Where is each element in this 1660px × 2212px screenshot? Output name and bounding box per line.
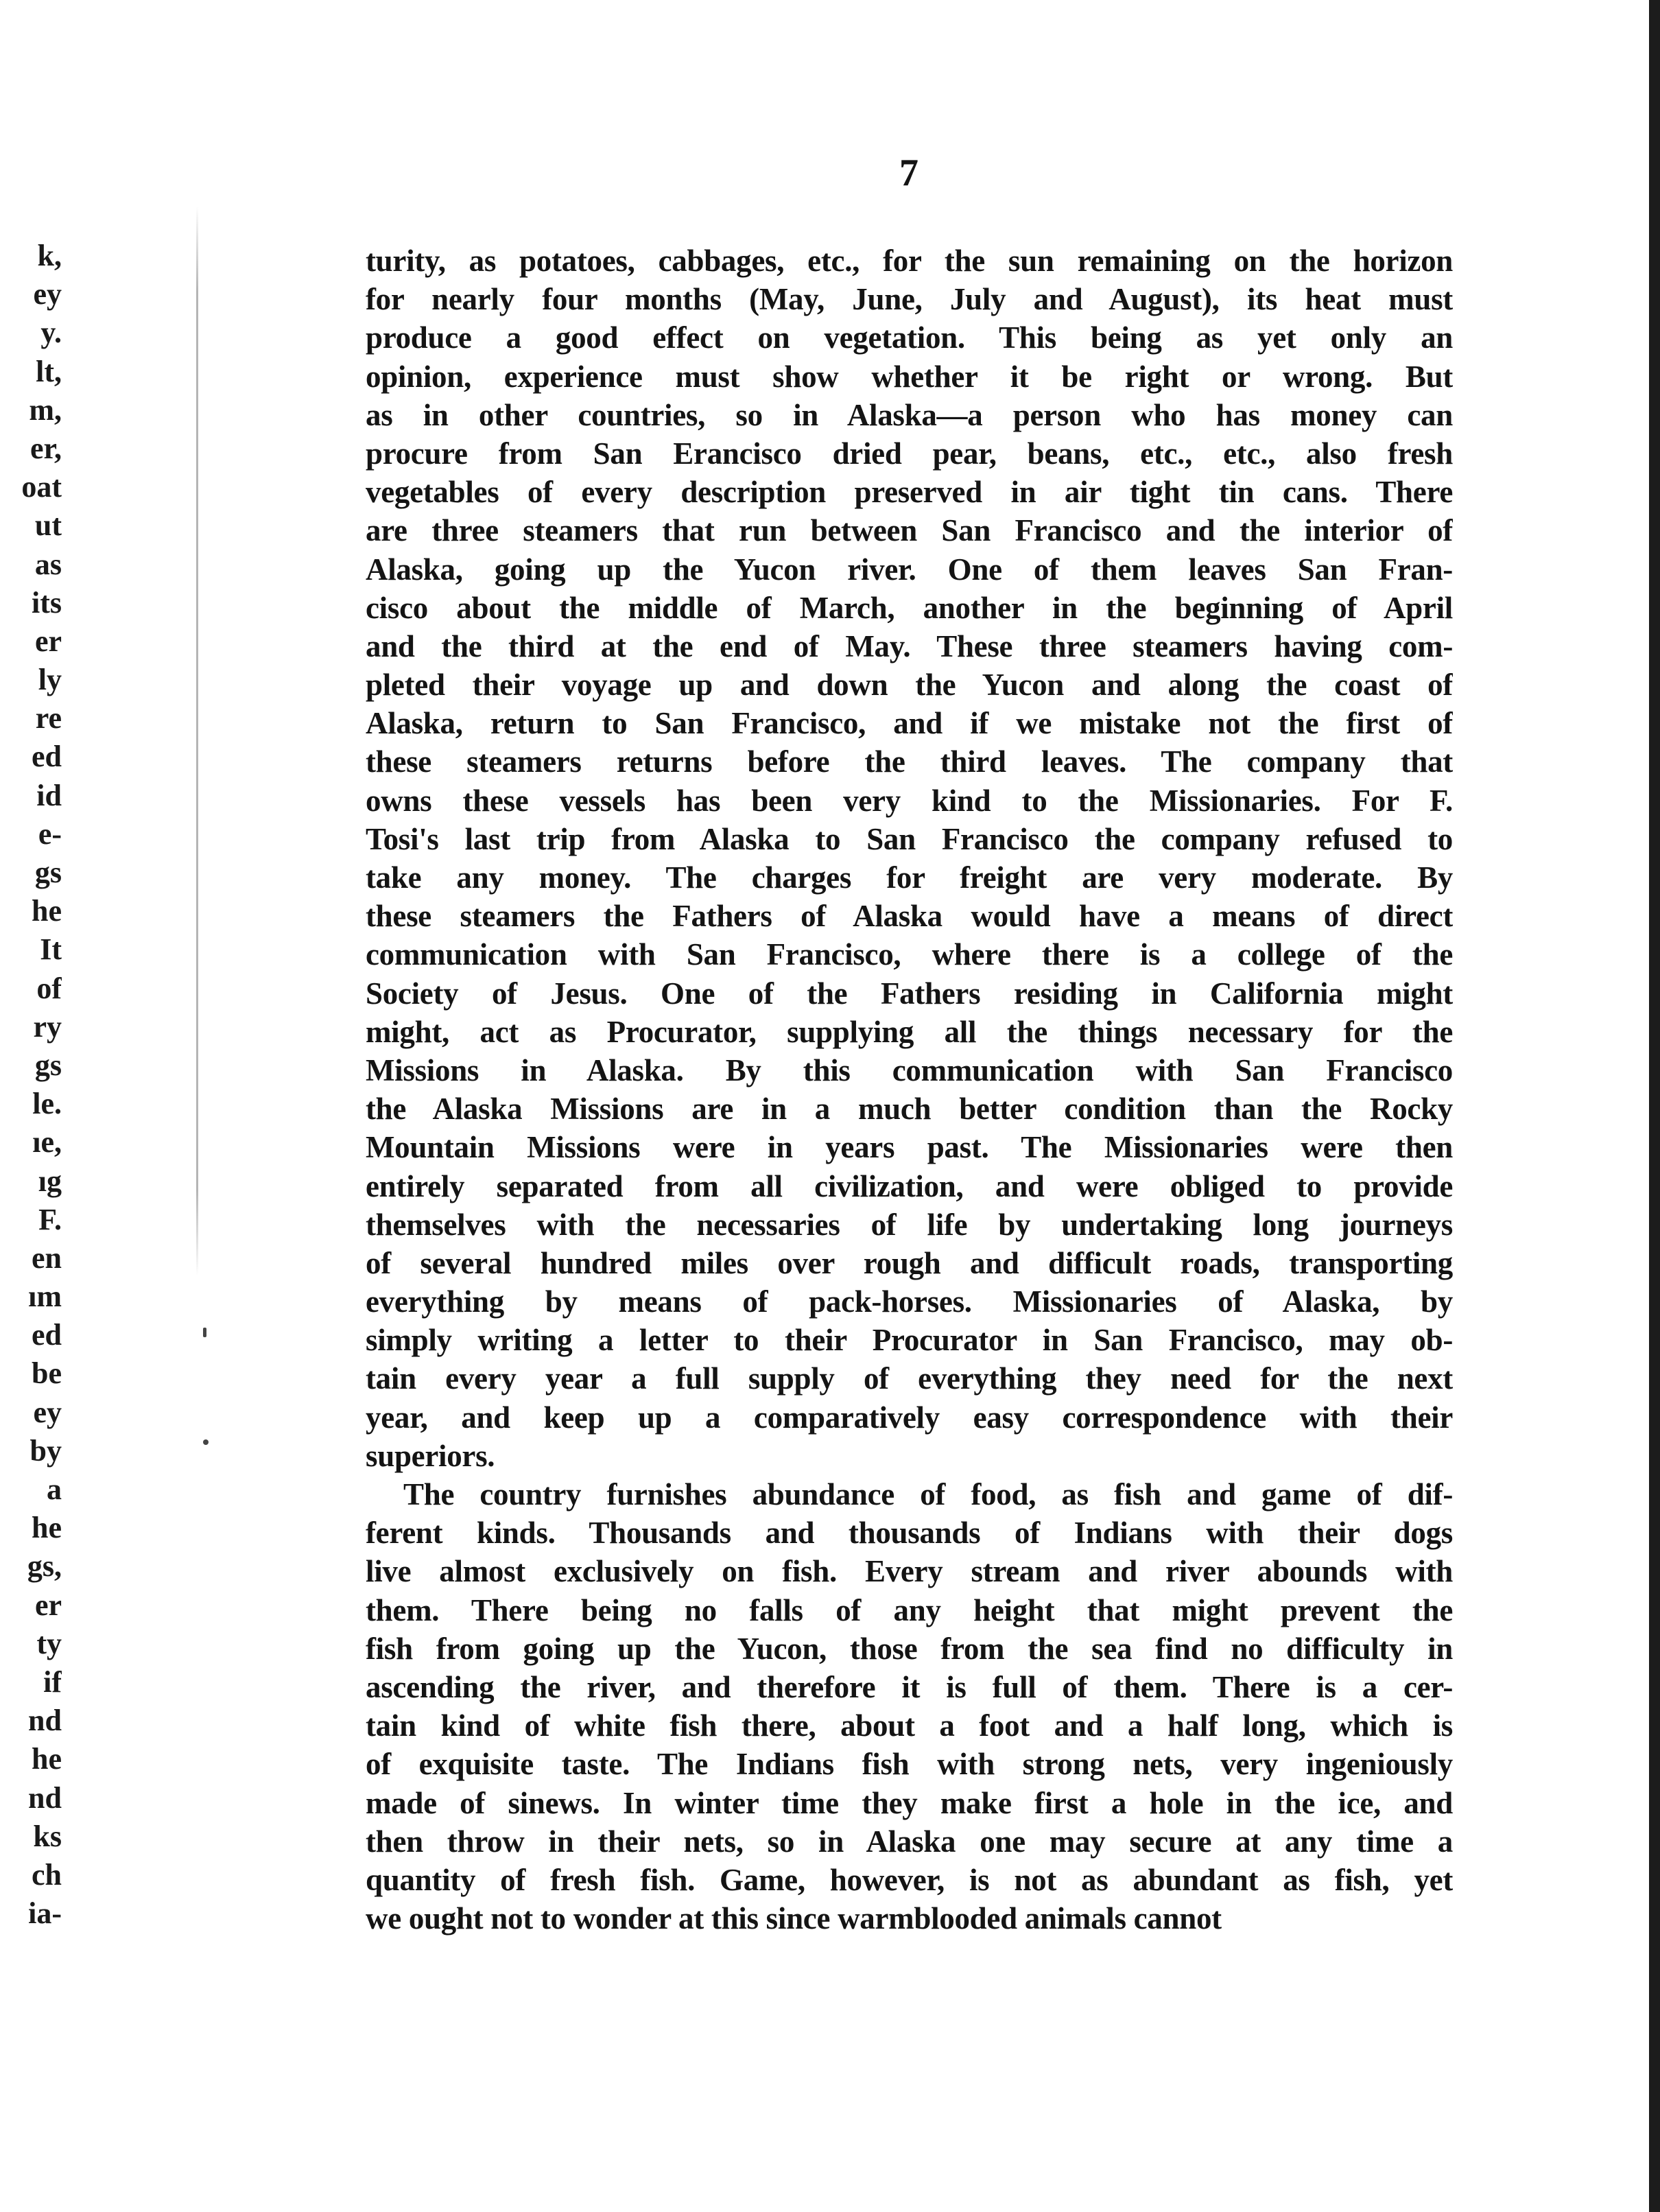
previous-page-line: ly	[38, 663, 62, 697]
previous-page-line: be	[32, 1356, 62, 1391]
text-line: Missions in Alaska. By this communication with San Francisco	[366, 1052, 1453, 1087]
gutter-speck	[203, 1439, 209, 1445]
previous-page-line: re	[35, 701, 62, 736]
previous-page-line: ry	[33, 1009, 62, 1044]
previous-page-line: gs	[34, 856, 62, 889]
previous-page-line: oat	[21, 470, 62, 504]
text-line: the Alaska Missions are in a much better condition than the Rocky	[366, 1092, 1453, 1127]
previous-page-line: as	[34, 547, 62, 581]
previous-page-line: y.	[40, 316, 62, 350]
previous-page-line: It	[40, 932, 62, 967]
text-line: we ought not to wonder at this since warmblooded animals cannot	[366, 1901, 1222, 1936]
previous-page-line: F.	[38, 1202, 62, 1236]
previous-page-line: id	[36, 778, 62, 812]
previous-page-line: er	[34, 1588, 62, 1622]
text-line: The country furnishes abundance of food, as fish and game of dif-	[403, 1477, 1453, 1511]
previous-page-line: ıe,	[32, 1125, 62, 1160]
previous-page-line: gs	[34, 1048, 62, 1082]
text-line: everything by means of pack-horses. Missionaries of Alaska, by	[366, 1284, 1453, 1319]
previous-page-line: ed	[32, 1318, 62, 1352]
page-gutter-fold	[196, 206, 198, 1276]
text-line: themselves with the necessaries of life by undertaking long journeys	[366, 1207, 1453, 1242]
text-line: these steamers the Fathers of Alaska would have a means of direct	[366, 899, 1453, 934]
previous-page-line: ut	[34, 508, 62, 543]
paragraph	[366, 242, 1453, 1475]
text-line: made of sinews. In winter time they make first a hole in the ice, and	[366, 1785, 1453, 1820]
text-line: for nearly four months (May, June, July and August), its heat must	[366, 282, 1453, 317]
text-line: entirely separated from all civilization, and were obliged to provide	[366, 1168, 1453, 1203]
text-line: simply writing a letter to their Procurator in San Francisco, may ob-	[366, 1323, 1453, 1358]
text-line: and the third at the end of May. These three steamers having com-	[366, 628, 1453, 663]
previous-page-line: he	[32, 1511, 62, 1545]
text-line: Alaska, return to San Francisco, and if we mistake not the first of	[366, 706, 1453, 741]
previous-page-line: nd	[28, 1780, 62, 1815]
previous-page-line: its	[32, 585, 62, 620]
text-line: communication with San Francisco, where there is a college of the	[366, 937, 1453, 972]
previous-page-line: he	[32, 894, 62, 928]
text-line: pleted their voyage up and down the Yucon and along the coast of	[366, 668, 1453, 703]
previous-page-line: lt,	[36, 354, 62, 388]
text-line: take any money. The charges for freight are very moderate. By	[366, 860, 1453, 895]
scan-edge-shadow	[1649, 0, 1660, 2212]
text-line: them. There being no falls of any height that might prevent the	[366, 1592, 1453, 1627]
previous-page-line: le.	[32, 1087, 62, 1121]
text-line: tain kind of white fish there, about a foot and a half long, which is	[366, 1708, 1453, 1743]
previous-page-line: by	[29, 1433, 62, 1468]
text-line: of several hundred miles over rough and difficult roads, transporting	[366, 1245, 1453, 1280]
previous-page-line: ed	[32, 740, 62, 774]
text-line: opinion, experience must show whether it be right or wrong. But	[366, 359, 1453, 394]
text-line: year, and keep up a comparatively easy correspondence with their	[366, 1400, 1453, 1435]
previous-page-line: ım	[28, 1280, 62, 1314]
text-line: owns these vessels has been very kind to the Missionaries. For F.	[366, 783, 1453, 818]
previous-page-line: e-	[38, 816, 62, 851]
text-line: tain every year a full supply of everything they need for the next	[366, 1361, 1453, 1396]
text-line: procure from San Erancisco dried pear, beans, etc., etc., also fresh	[366, 436, 1453, 471]
text-line: are three steamers that run between San Francisco and the interior of	[366, 513, 1453, 548]
previous-page-line: gs,	[27, 1549, 62, 1584]
text-line: cisco about the middle of March, another in the beginning of April	[366, 590, 1453, 625]
text-line: ascending the river, and therefore it is full of them. There is a cer-	[366, 1669, 1453, 1704]
previous-page-line: k,	[37, 239, 62, 272]
previous-page-line: if	[43, 1664, 62, 1699]
paragraph	[366, 1475, 1453, 1938]
previous-page-line: of	[36, 971, 62, 1005]
body-text	[366, 242, 1453, 1938]
text-line: these steamers returns before the third leaves. The company that	[366, 744, 1453, 779]
text-line: Society of Jesus. One of the Fathers residing in California might	[366, 976, 1453, 1011]
text-line: Tosi's last trip from Alaska to San Francisco the company refused to	[366, 821, 1453, 856]
previous-page-line: ks	[33, 1819, 62, 1853]
text-line: Mountain Missions were in years past. The Missionaries were then	[366, 1130, 1453, 1165]
text-line: ferent kinds. Thousands and thousands of Indians with their dogs	[366, 1516, 1453, 1551]
previous-page-line: a	[47, 1472, 62, 1506]
text-line: turity, as potatoes, cabbages, etc., for the sun remaining on the horizon	[366, 244, 1453, 278]
previous-page-fragment	[0, 237, 62, 1933]
previous-page-line: ey	[33, 277, 62, 311]
text-line: fish from going up the Yucon, those from the sea find no difficulty in	[366, 1631, 1453, 1666]
previous-page-line: ıg	[38, 1164, 62, 1198]
text-line: might, act as Procurator, supplying all the things necessary for the	[366, 1014, 1453, 1049]
previous-page-line: m,	[29, 392, 62, 427]
previous-page-line: ch	[32, 1857, 62, 1892]
text-line: quantity of fresh fish. Game, however, is not as abundant as fish, yet	[366, 1862, 1453, 1897]
previous-page-line: ey	[33, 1395, 62, 1429]
previous-page-line: er,	[29, 431, 62, 465]
previous-page-line: nd	[28, 1704, 62, 1738]
text-line: as in other countries, so in Alaska—a person who has money can	[366, 397, 1453, 432]
page-number: 7	[899, 152, 918, 194]
previous-page-line: he	[32, 1742, 62, 1776]
text-line: of exquisite taste. The Indians fish with strong nets, very ingeniously	[366, 1747, 1453, 1782]
previous-page-line: er	[34, 624, 62, 658]
text-line: Alaska, going up the Yucon river. One of them leaves San Fran-	[366, 552, 1453, 587]
previous-page-line: ia-	[28, 1896, 62, 1931]
text-line: superiors.	[366, 1438, 495, 1473]
previous-page-line: en	[32, 1240, 62, 1275]
text-line: live almost exclusively on fish. Every stream and river abounds with	[366, 1554, 1453, 1589]
text-line: then throw in their nets, so in Alaska one may secure at any time a	[366, 1824, 1453, 1859]
previous-page-line: ty	[36, 1626, 62, 1660]
gutter-speck	[203, 1328, 206, 1337]
text-line: produce a good effect on vegetation. This being as yet only an	[366, 320, 1453, 355]
text-line: vegetables of every description preserved in air tight tin cans. There	[366, 475, 1453, 510]
